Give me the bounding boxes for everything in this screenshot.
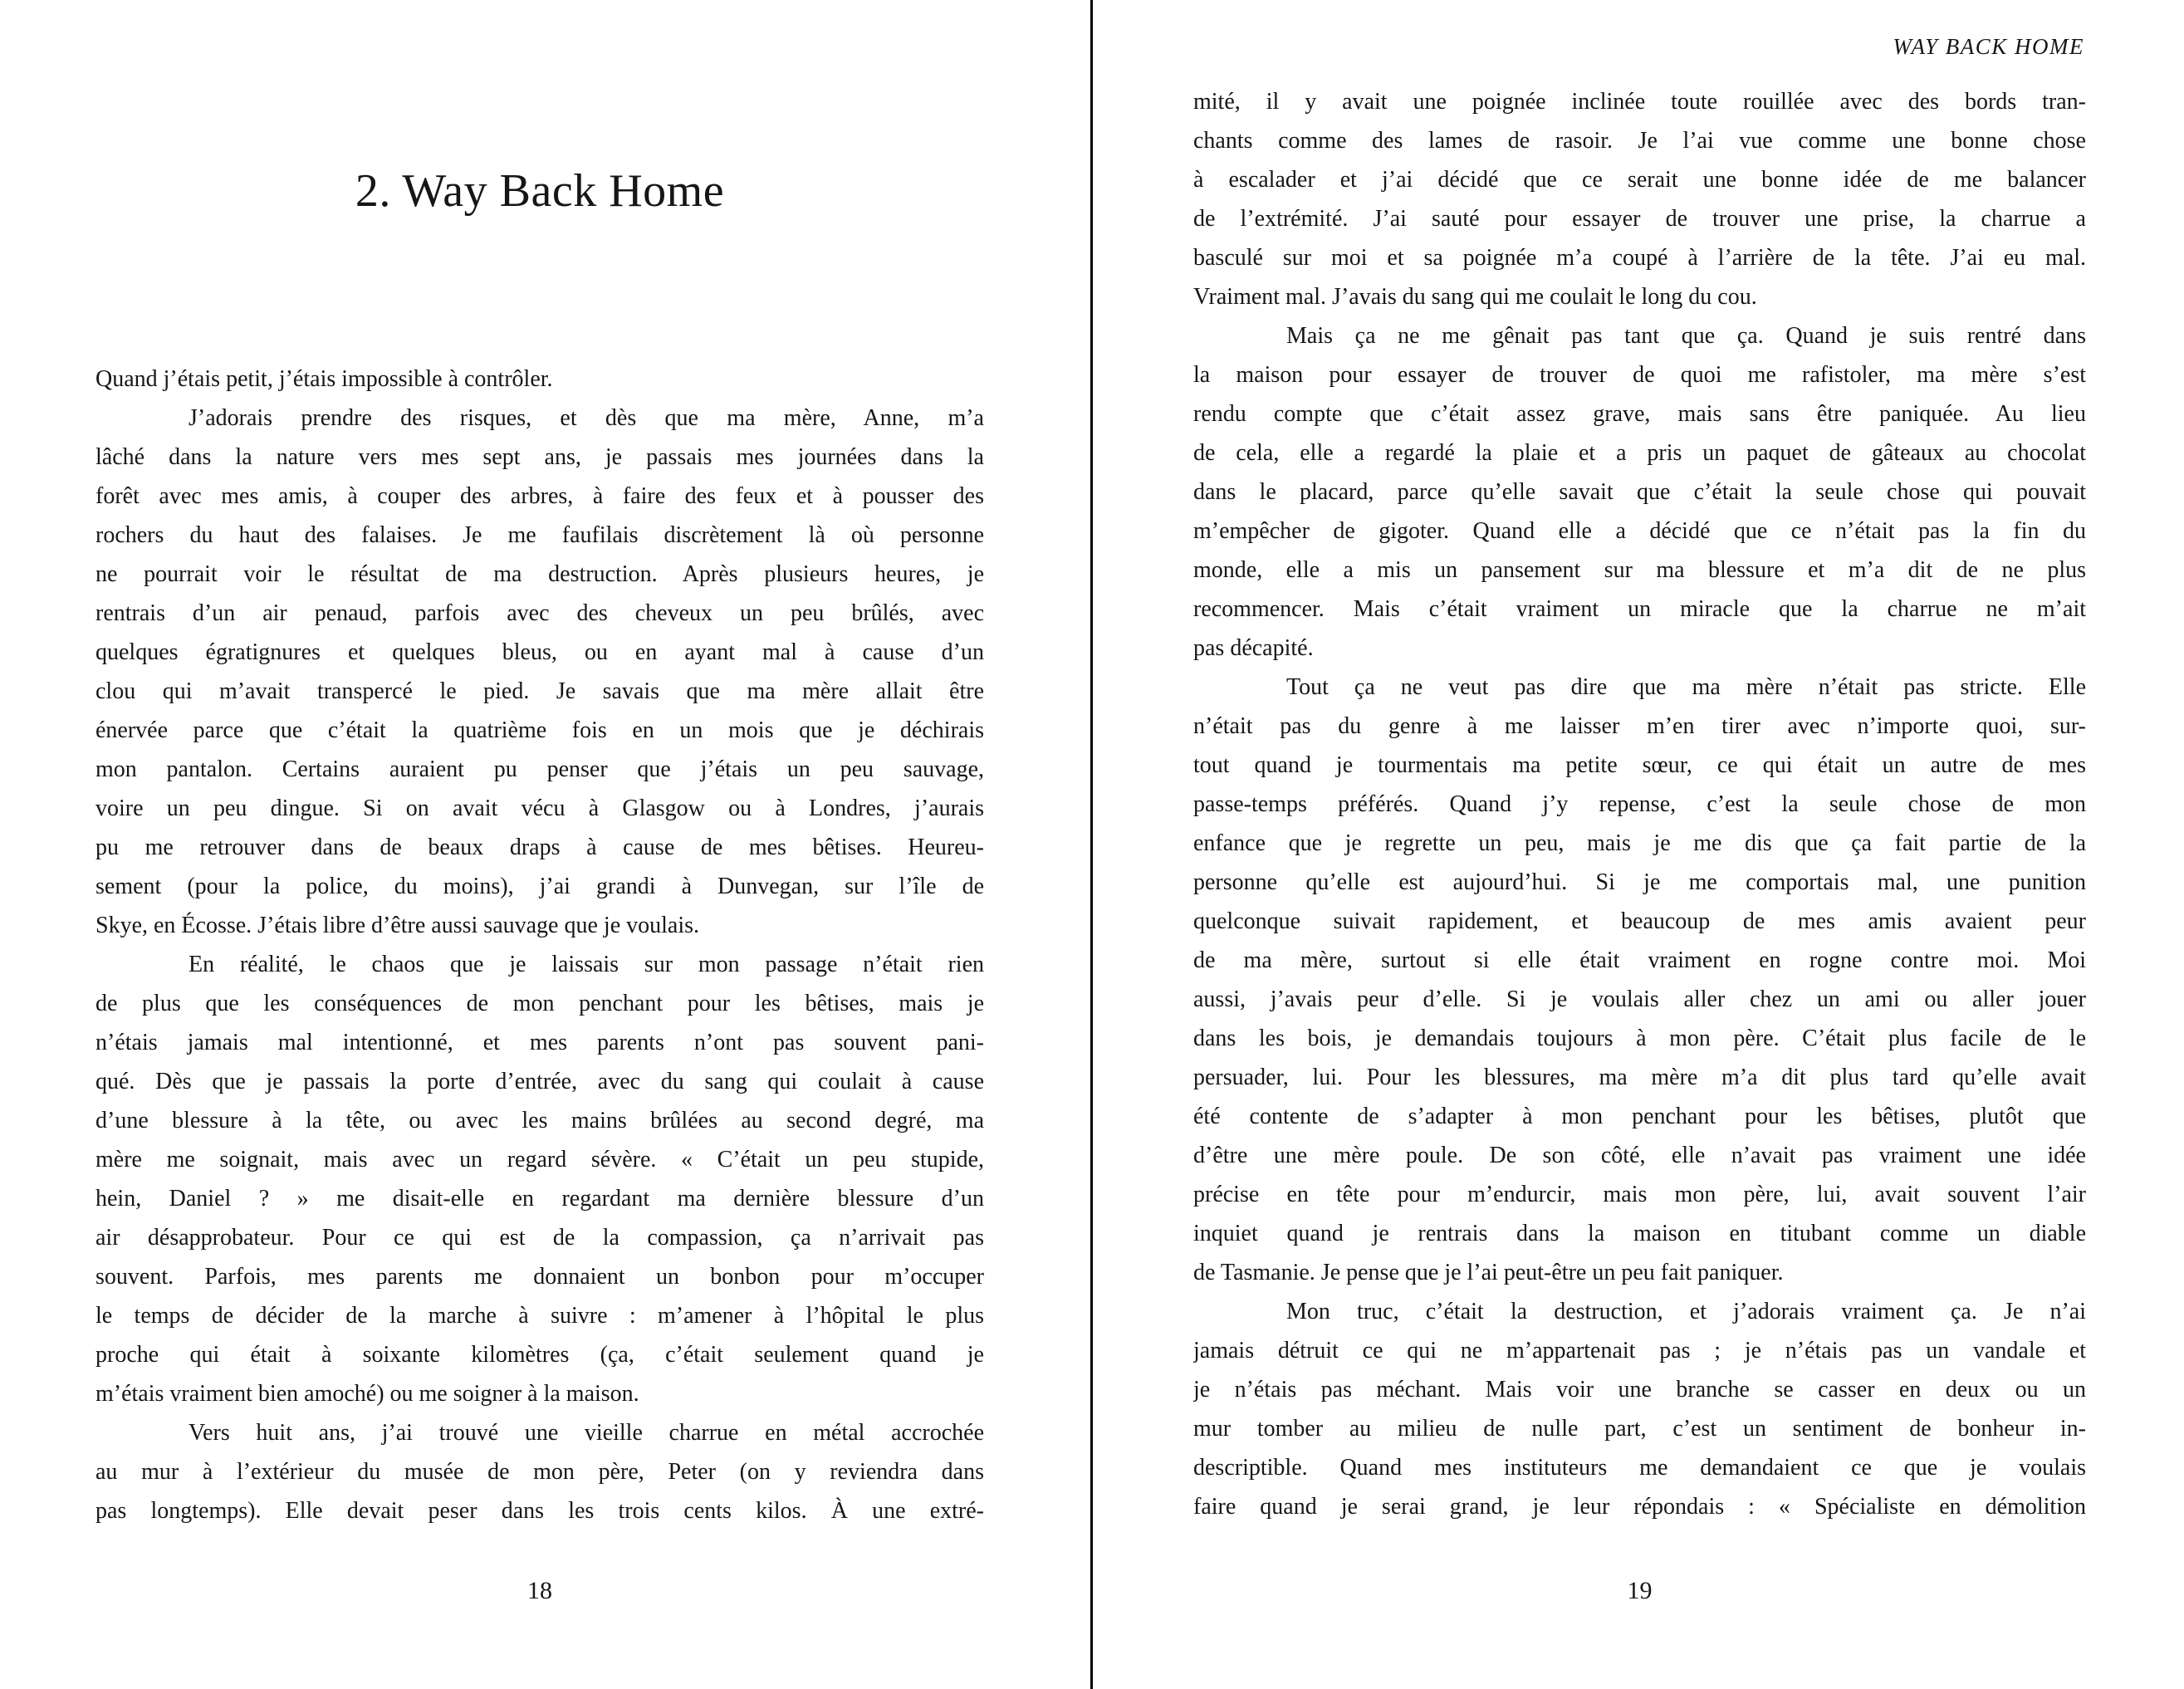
text-line: le temps de décider de la marche à suivre : m’amener à l’hôpital le plus bbox=[95, 1303, 984, 1329]
text-line: n’étais jamais mal intentionné, et mes parents n’ont pas souvent pani- bbox=[95, 1030, 984, 1055]
text-line: recommencer. Mais c’était vraiment un miracle que la charrue ne m’ait bbox=[1193, 596, 2086, 622]
text-line: de Tasmanie. Je pense que je l’ai peut-être un peu fait paniquer. bbox=[1193, 1260, 1784, 1285]
text-line: mur tomber au milieu de nulle part, c’est un sentiment de bonheur in- bbox=[1193, 1416, 2086, 1442]
gutter-divider-line bbox=[1090, 0, 1093, 1689]
text-line: rochers du haut des falaises. Je me faufilais discrètement là où personne bbox=[95, 522, 984, 548]
text-line: quelques égratignures et quelques bleus, ou en ayant mal à cause d’un bbox=[95, 639, 984, 665]
text-line: descriptible. Quand mes instituteurs me demandaient ce que je voulais bbox=[1193, 1455, 2086, 1481]
text-line: précise en tête pour m’endurcir, mais mon père, lui, avait souvent l’air bbox=[1193, 1182, 2086, 1207]
text-line: pu me retrouver dans de beaux draps à cause de mes bêtises. Heureu- bbox=[95, 835, 984, 860]
text-line: d’être une mère poule. De son côté, elle n’avait pas vraiment une idée bbox=[1193, 1143, 2086, 1168]
page-body-text-right bbox=[1193, 82, 2086, 1526]
page-number-left: 18 bbox=[527, 1577, 552, 1604]
text-line: clou qui m’avait transpercé le pied. Je savais que ma mère allait être bbox=[95, 678, 984, 704]
text-line: mon pantalon. Certains auraient pu penser que j’étais un peu sauvage, bbox=[95, 756, 984, 782]
text-line: dans le placard, parce qu’elle savait que c’était la seule chose qui pouvait bbox=[1193, 479, 2086, 505]
page-right bbox=[1193, 0, 2086, 1689]
text-line: Vers huit ans, j’ai trouvé une vieille charrue en métal accrochée bbox=[189, 1420, 984, 1446]
text-line: mité, il y avait une poignée inclinée toute rouillée avec des bords tran- bbox=[1193, 89, 2086, 115]
text-line: souvent. Parfois, mes parents me donnaient un bonbon pour m’occuper bbox=[95, 1264, 984, 1290]
page-left bbox=[95, 0, 984, 1689]
text-line: qué. Dès que je passais la porte d’entrée, avec du sang qui coulait à cause bbox=[95, 1069, 984, 1094]
text-line: air désapprobateur. Pour ce qui est de la compassion, ça n’arrivait pas bbox=[95, 1225, 984, 1251]
text-line: énervée parce que c’était la quatrième fois en un mois que je déchirais bbox=[95, 717, 984, 743]
text-line: Mais ça ne me gênait pas tant que ça. Quand je suis rentré dans bbox=[1286, 323, 2086, 349]
text-line: chants comme des lames de rasoir. Je l’ai vue comme une bonne chose bbox=[1193, 128, 2086, 154]
text-line: faire quand je serai grand, je leur répondais : « Spécialiste en démolition bbox=[1193, 1494, 2086, 1520]
text-line: Vraiment mal. J’avais du sang qui me coulait le long du cou. bbox=[1193, 284, 1757, 310]
text-line: n’était pas du genre à me laisser m’en tirer avec n’importe quoi, sur- bbox=[1193, 713, 2086, 739]
text-line: pas longtemps). Elle devait peser dans les trois cents kilos. À une extré- bbox=[95, 1498, 984, 1524]
text-line: Skye, en Écosse. J’étais libre d’être aussi sauvage que je voulais. bbox=[95, 913, 700, 938]
text-line: voire un peu dingue. Si on avait vécu à Glasgow ou à Londres, j’aurais bbox=[95, 796, 984, 821]
chapter-title: 2. Way Back Home bbox=[355, 165, 725, 217]
text-line: persuader, lui. Pour les blessures, ma mère m’a dit plus tard qu’elle avait bbox=[1193, 1065, 2086, 1090]
text-line: je n’étais pas méchant. Mais voir une branche se casser en deux ou un bbox=[1193, 1377, 2086, 1403]
text-line: aussi, j’avais peur d’elle. Si je voulais aller chez un ami ou aller jouer bbox=[1193, 986, 2086, 1012]
text-line: pas décapité. bbox=[1193, 635, 1314, 661]
text-line: enfance que je regrette un peu, mais je me dis que ça fait partie de la bbox=[1193, 830, 2086, 856]
page-number-right: 19 bbox=[1627, 1577, 1653, 1604]
text-line: d’une blessure à la tête, ou avec les mains brûlées au second degré, ma bbox=[95, 1108, 984, 1133]
text-line: monde, elle a mis un pansement sur ma blessure et m’a dit de ne plus bbox=[1193, 557, 2086, 583]
text-line: rendu compte que c’était assez grave, mais sans être paniquée. Au lieu bbox=[1193, 401, 2086, 427]
page-body-text-left bbox=[95, 360, 984, 1530]
text-line: passe-temps préférés. Quand j’y repense, c’est la seule chose de mon bbox=[1193, 791, 2086, 817]
text-line: ne pourrait voir le résultat de ma destruction. Après plusieurs heures, je bbox=[95, 561, 984, 587]
text-line: En réalité, le chaos que je laissais sur mon passage n’était rien bbox=[189, 952, 984, 977]
text-line: la maison pour essayer de trouver de quoi me rafistoler, ma mère s’est bbox=[1193, 362, 2086, 388]
text-line: personne qu’elle est aujourd’hui. Si je me comportais mal, une punition bbox=[1193, 869, 2086, 895]
text-line: quelconque suivait rapidement, et beaucoup de mes amis avaient peur bbox=[1193, 908, 2086, 934]
text-line: proche qui était à soixante kilomètres (ça, c’était seulement quand je bbox=[95, 1342, 984, 1368]
text-line: de ma mère, surtout si elle était vraiment en rogne contre moi. Moi bbox=[1193, 947, 2086, 973]
text-line: au mur à l’extérieur du musée de mon père, Peter (on y reviendra dans bbox=[95, 1459, 984, 1485]
text-line: sement (pour la police, du moins), j’ai grandi à Dunvegan, sur l’île de bbox=[95, 874, 984, 899]
text-line: de cela, elle a regardé la plaie et a pris un paquet de gâteaux au chocolat bbox=[1193, 440, 2086, 466]
text-line: Quand j’étais petit, j’étais impossible à contrôler. bbox=[95, 366, 553, 392]
text-line: inquiet quand je rentrais dans la maison en titubant comme un diable bbox=[1193, 1221, 2086, 1246]
text-line: tout quand je tourmentais ma petite sœur, ce qui était un autre de mes bbox=[1193, 752, 2086, 778]
text-line: dans les bois, je demandais toujours à mon père. C’était plus facile de le bbox=[1193, 1026, 2086, 1051]
running-header: WAY BACK HOME bbox=[1893, 34, 2084, 59]
text-line: de plus que les conséquences de mon penchant pour les bêtises, mais je bbox=[95, 991, 984, 1016]
text-line: Mon truc, c’était la destruction, et j’adorais vraiment ça. Je n’ai bbox=[1286, 1299, 2086, 1324]
text-line: m’étais vraiment bien amoché) ou me soigner à la maison. bbox=[95, 1381, 639, 1407]
text-line: lâché dans la nature vers mes sept ans, je passais mes journées dans la bbox=[95, 444, 984, 470]
text-line: basculé sur moi et sa poignée m’a coupé à l’arrière de la tête. J’ai eu mal. bbox=[1193, 245, 2086, 271]
text-line: été contente de s’adapter à mon penchant pour les bêtises, plutôt que bbox=[1193, 1104, 2086, 1129]
text-line: jamais détruit ce qui ne m’appartenait pas ; je n’étais pas un vandale et bbox=[1193, 1338, 2086, 1363]
text-line: rentrais d’un air penaud, parfois avec des cheveux un peu brûlés, avec bbox=[95, 600, 984, 626]
text-line: à escalader et j’ai décidé que ce serait une bonne idée de me balancer bbox=[1193, 167, 2086, 193]
text-line: mère me soignait, mais avec un regard sévère. « C’était un peu stupide, bbox=[95, 1147, 984, 1173]
text-line: hein, Daniel ? » me disait-elle en regardant ma dernière blessure d’un bbox=[95, 1186, 984, 1212]
text-line: J’adorais prendre des risques, et dès que ma mère, Anne, m’a bbox=[189, 405, 984, 431]
text-line: forêt avec mes amis, à couper des arbres, à faire des feux et à pousser des bbox=[95, 483, 984, 509]
text-line: m’empêcher de gigoter. Quand elle a décidé que ce n’était pas la fin du bbox=[1193, 518, 2086, 544]
text-line: Tout ça ne veut pas dire que ma mère n’était pas stricte. Elle bbox=[1286, 674, 2086, 700]
text-line: de l’extrémité. J’ai sauté pour essayer de trouver une prise, la charrue a bbox=[1193, 206, 2086, 232]
